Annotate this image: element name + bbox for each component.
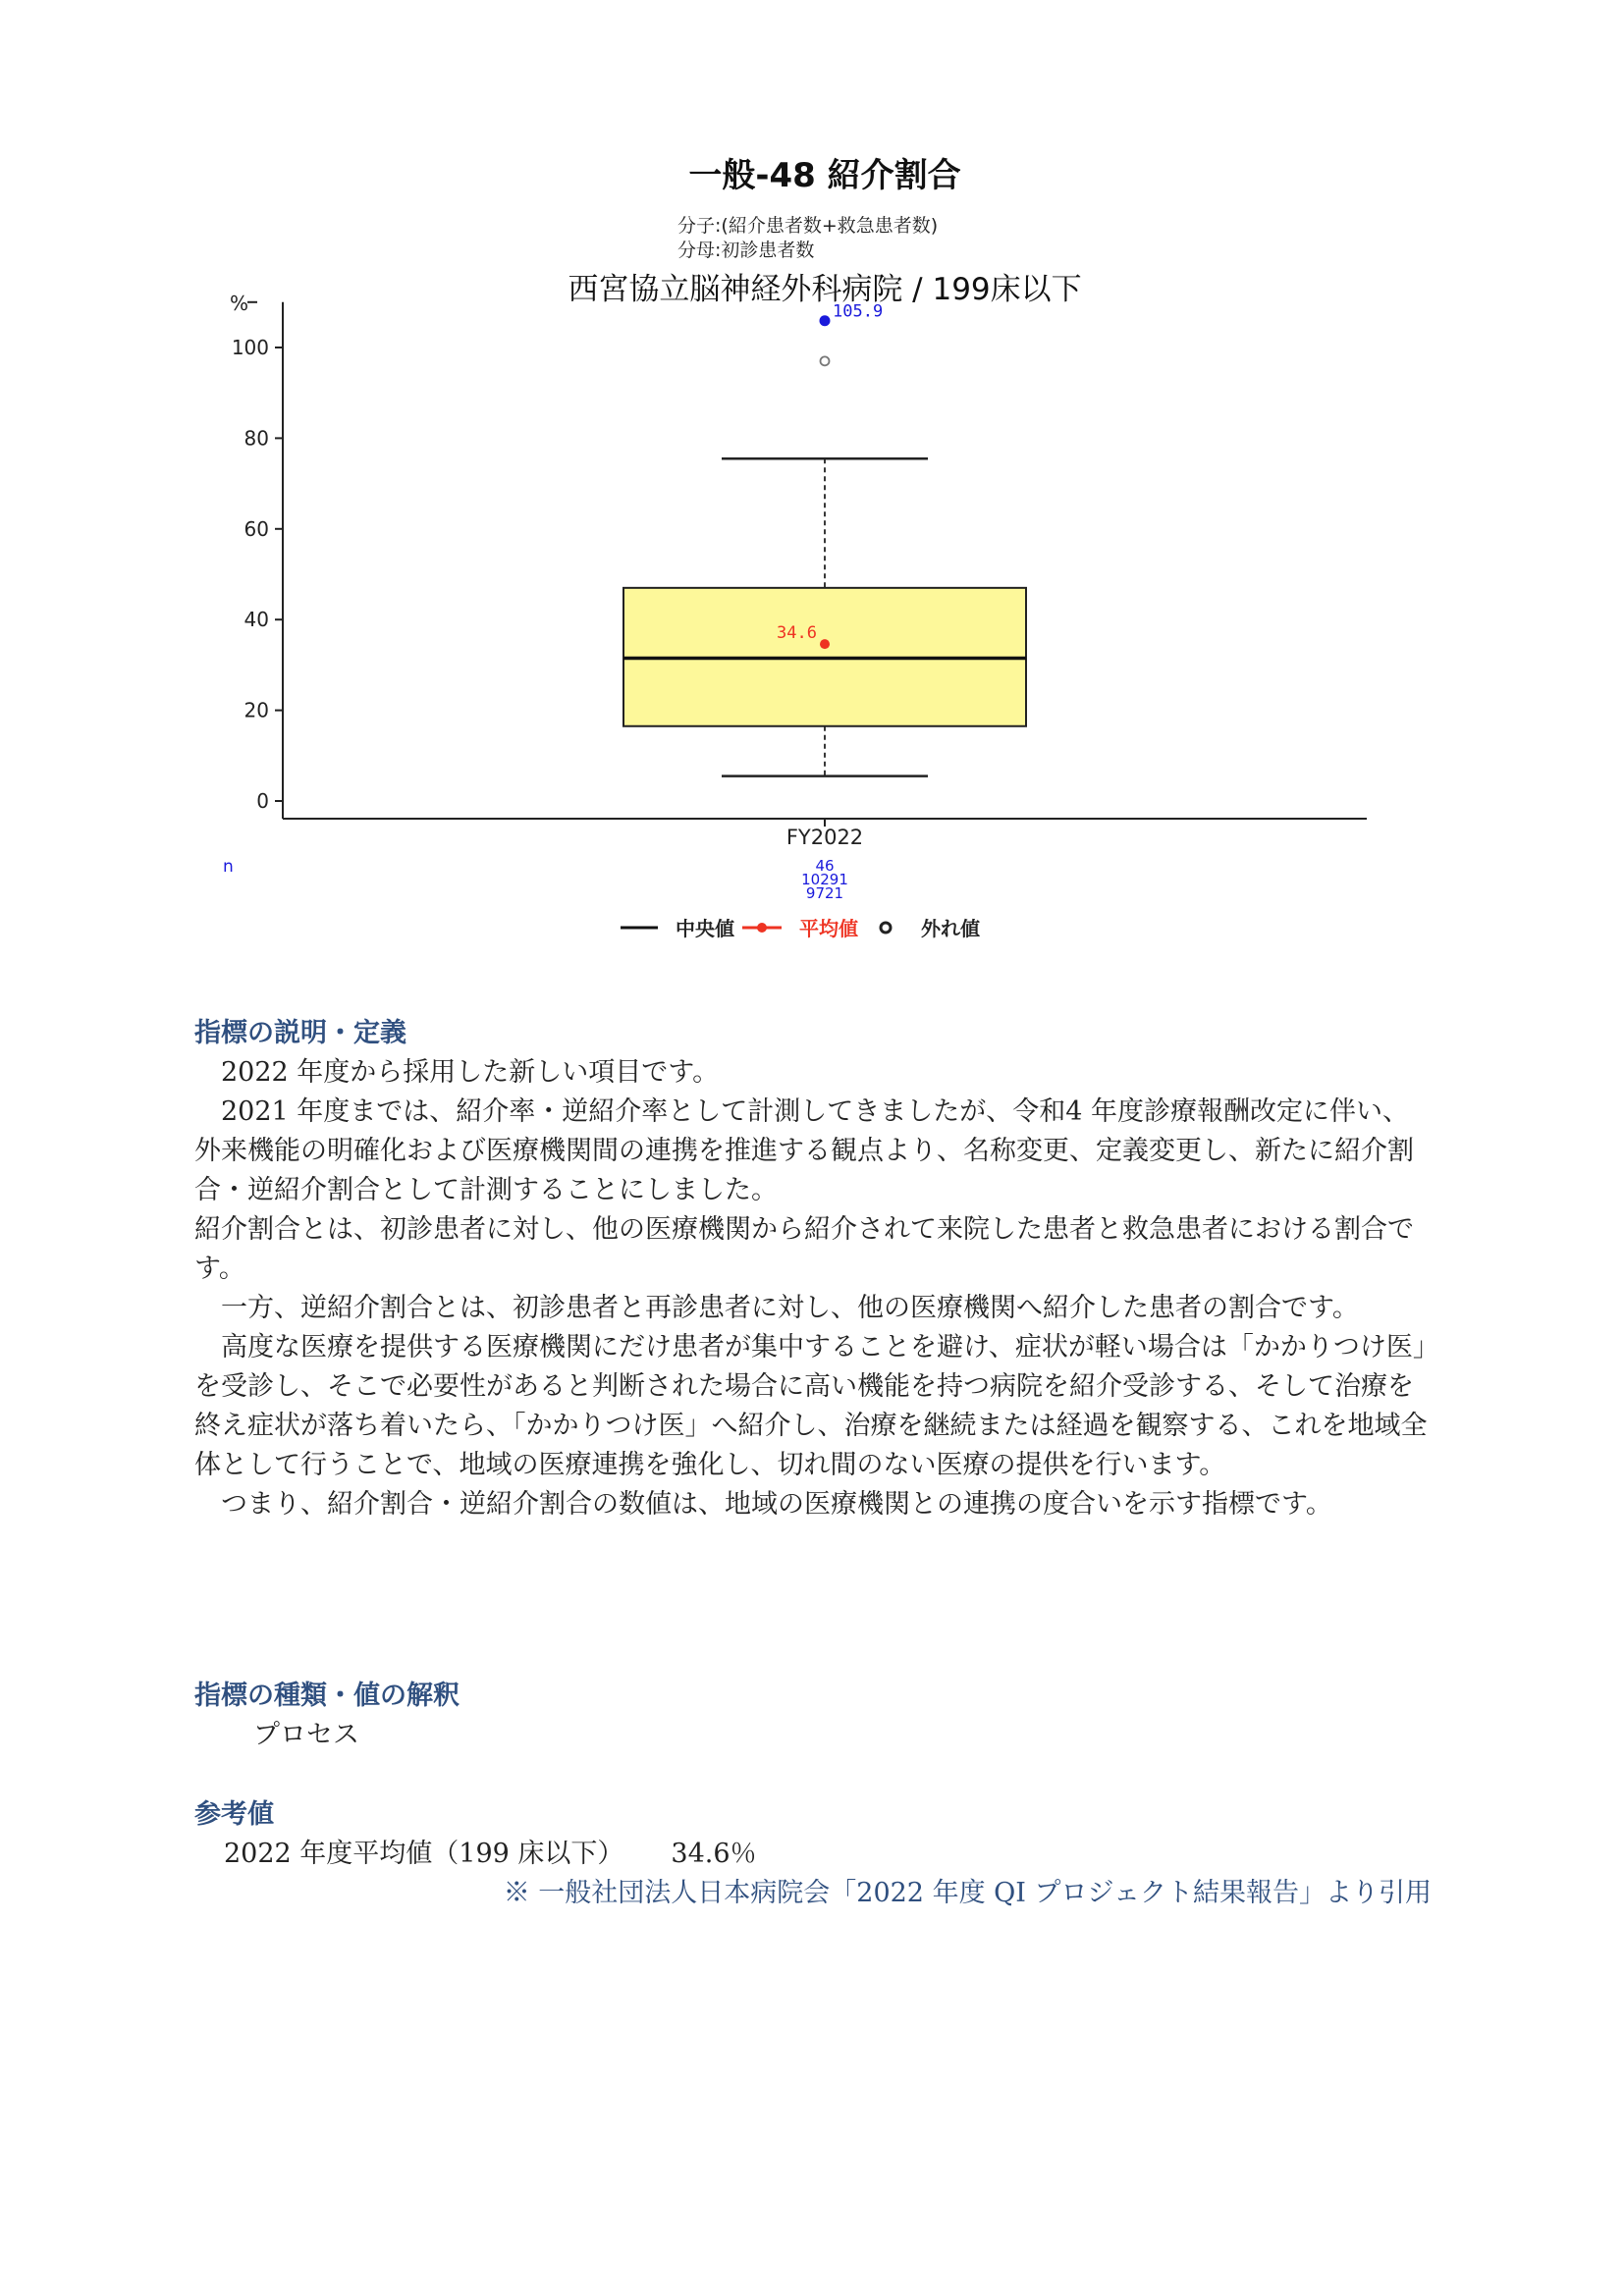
y-tick-label: 0 [256, 789, 269, 813]
y-tick-label: 80 [244, 426, 269, 451]
outlier-point [821, 356, 830, 365]
x-tick-label: FY2022 [785, 826, 864, 849]
hospital-label: 105.9 [833, 301, 884, 322]
y-tick-label: 20 [244, 698, 269, 722]
definition-section [194, 1011, 1432, 1524]
type-value: プロセス [253, 1720, 359, 1750]
reference-heading: 参考値 [194, 1799, 274, 1830]
legend-mean-label: 平均値 [799, 917, 858, 940]
type-section [194, 1674, 1432, 1755]
plot-area [230, 292, 1367, 902]
boxplot-chart [0, 0, 1624, 982]
reference-section [194, 1792, 1432, 1913]
legend-outlier-label: 外れ値 [921, 917, 980, 940]
definition-paragraph: 2021 年度までは、紹介率・逆紹介率として計測してきましたが、令和4 年度診療報酬改定に伴い、外来機能の明確化および医療機関間の連携を推進する観点より、名称変更、定義変更し、新たに紹介割合・逆紹介割合として計測することにしました。 [194, 1096, 1414, 1205]
definition-heading: 指標の説明・定義 [194, 1018, 406, 1048]
denominator-note: 分母:初診患者数 [677, 240, 815, 261]
definition-paragraph: 高度な医療を提供する医療機関にだけ患者が集中することを避け、症状が軽い場合は「かかりつけ医」を受診し、そこで必要性があると判断された場合に高い機能を持つ病院を紹介受診する、そして治療を終え症状が落ち着いたら、「かかりつけ医」へ紹介し、治療を継続または経過を観察する、これを地域全体として行うことで、地域の医療連携を強化し、切れ間のない医療の提供を行います。 [194, 1332, 1428, 1480]
n-value: 9721 [805, 884, 844, 902]
hospital-point [820, 315, 831, 326]
numerator-note: 分子:(紹介患者数+救急患者数) [677, 215, 939, 237]
n-value: 10291 [801, 871, 848, 888]
legend-outlier-marker [881, 923, 891, 933]
y-tick-label: 40 [244, 608, 269, 632]
n-value: 46 [815, 857, 835, 875]
reference-label: 2022 年度平均値（199 床以下） [224, 1839, 624, 1869]
type-heading: 指標の種類・値の解釈 [194, 1681, 460, 1711]
y-axis-label: % [230, 291, 249, 315]
chart-title: 一般-48 紹介割合 [688, 156, 961, 195]
y-tick-label: 100 [231, 336, 269, 359]
y-tick-label: 60 [244, 516, 269, 541]
definition-paragraph: つまり、紹介割合・逆紹介割合の数値は、地域の医療機関との連携の度合いを示す指標です。 [221, 1489, 1332, 1520]
chart-subtitle: 西宮協立脳神経外科病院 / 199床以下 [568, 272, 1082, 307]
reference-line [194, 1835, 1432, 1874]
n-label: n [223, 857, 234, 877]
reference-value: 34.6％ [671, 1839, 757, 1869]
mean-point [820, 639, 830, 649]
mean-label: 34.6 [777, 623, 817, 644]
legend-median-label: 中央値 [676, 917, 734, 940]
reference-citation: ※ 一般社団法人日本病院会「2022 年度 QI プロジェクト結果報告」より引用 [503, 1878, 1432, 1908]
legend-mean-marker [757, 923, 767, 933]
definition-paragraph: 紹介割合とは、初診患者に対し、他の医療機関から紹介されて来院した患者と救急患者における割合です。 [194, 1214, 1414, 1284]
definition-paragraph: 一方、逆紹介割合とは、初診患者と再診患者に対し、他の医療機関へ紹介した患者の割合です。 [221, 1293, 1359, 1323]
definition-paragraph: 2022 年度から採用した新しい項目です。 [221, 1057, 720, 1088]
legend [621, 917, 980, 940]
